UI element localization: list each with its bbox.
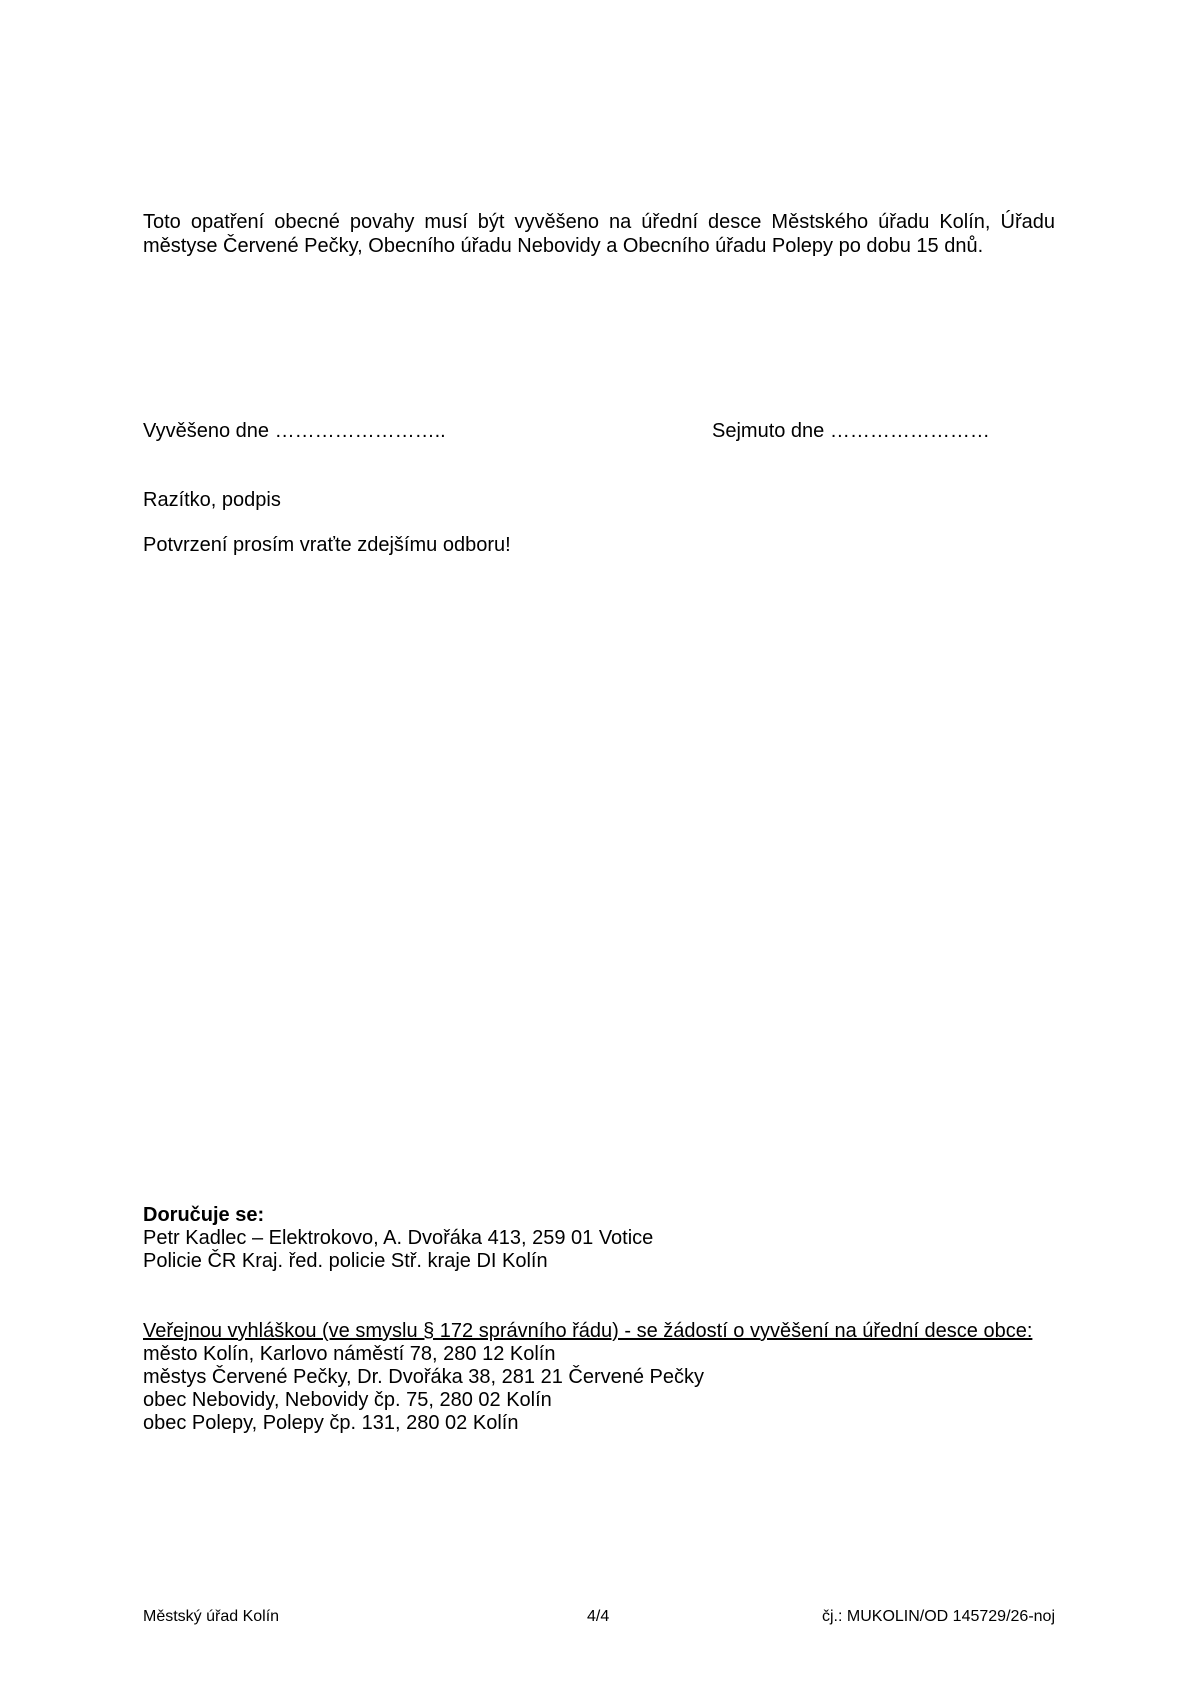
public-notice-recipient: obec Polepy, Polepy čp. 131, 280 02 Kolín <box>143 1412 519 1434</box>
public-notice-recipient: městys Červené Pečky, Dr. Dvořáka 38, 281 21 Červené Pečky <box>143 1366 704 1388</box>
delivery-recipient: Petr Kadlec – Elektrokovo, A. Dvořáka 413, 259 01 Votice <box>143 1227 654 1249</box>
stamp-signature-label: Razítko, podpis <box>143 489 281 511</box>
notice-line-2: městyse Červené Pečky, Obecního úřadu Nebovidy a Obecního úřadu Polepy po dobu 15 dnů. <box>143 235 984 257</box>
public-notice-heading: Veřejnou vyhláškou (ve smyslu § 172 správního řádu) - se žádostí o vyvěšení na úřední desce obce: <box>143 1320 1033 1342</box>
footer-reference: čj.: MUKOLIN/OD 145729/26-noj <box>822 1608 1055 1625</box>
posted-date-field: Vyvěšeno dne …………………….. <box>143 420 446 442</box>
public-notice-recipient: obec Nebovidy, Nebovidy čp. 75, 280 02 Kolín <box>143 1389 552 1411</box>
delivery-heading: Doručuje se: <box>143 1204 265 1226</box>
notice-paragraph <box>143 210 1055 258</box>
return-request: Potvrzení prosím vraťte zdejšímu odboru! <box>143 534 511 556</box>
public-notice-recipient: město Kolín, Karlovo náměstí 78, 280 12 Kolín <box>143 1343 556 1365</box>
notice-line-1: Toto opatření obecné povahy musí být vyvěšeno na úřední desce Městského úřadu Kolín, Úřadu <box>143 211 1055 233</box>
removed-date-field: Sejmuto dne …………………… <box>712 420 990 442</box>
footer-office: Městský úřad Kolín <box>143 1608 280 1625</box>
delivery-recipient: Policie ČR Kraj. řed. policie Stř. kraje DI Kolín <box>143 1250 548 1272</box>
footer-page-number: 4/4 <box>587 1608 610 1625</box>
